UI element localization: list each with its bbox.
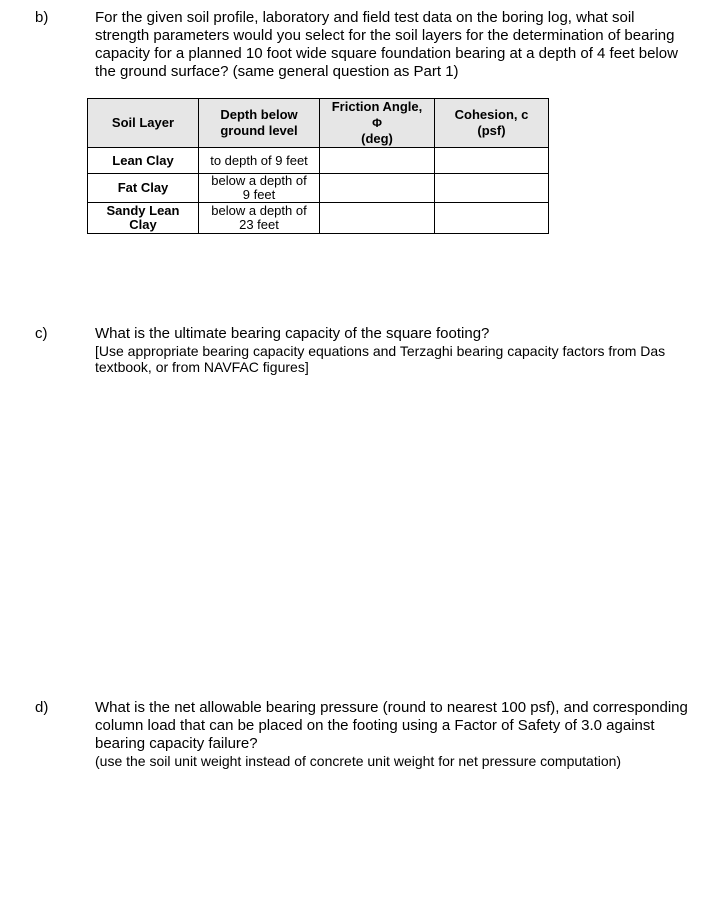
part-b-question: For the given soil profile, laboratory and field test data on the boring log, what soil strength parameters would you select for the soil layers for the determination of bearing capacity for a planned 10 foot wide square foundation bearing at a depth of 4 feet below the ground surface? (same general question as Part 1)	[95, 9, 678, 80]
part-d-label: d)	[35, 699, 49, 716]
table-row	[88, 203, 549, 234]
header-friction-unit: (deg)	[361, 131, 393, 146]
cell-soil-layer	[88, 148, 199, 174]
soil-parameters-table	[87, 98, 549, 234]
cell-cohesion[interactable]	[435, 203, 549, 234]
cell-soil-layer-line1: Sandy Lean	[106, 203, 180, 218]
cell-soil-layer-line2: Clay	[129, 217, 157, 232]
phi-symbol: Φ	[372, 116, 382, 130]
cell-depth-line2: 9 feet	[242, 187, 276, 202]
header-depth-line1: Depth below	[220, 107, 298, 122]
part-c-note: [Use appropriate bearing capacity equations and Terzaghi bearing capacity factors from Das textbook, or from NAVFAC figures]	[95, 343, 666, 375]
cell-depth-line1: below a depth of	[211, 203, 307, 218]
cell-soil-layer	[88, 174, 199, 203]
cell-cohesion[interactable]	[435, 174, 549, 203]
cell-soil-layer	[88, 203, 199, 234]
part-c-question: What is the ultimate bearing capacity of the square footing?	[95, 325, 490, 342]
part-d-block	[95, 699, 695, 769]
header-depth	[199, 99, 320, 148]
header-depth-line2: ground level	[220, 123, 298, 138]
cell-depth	[199, 203, 320, 234]
table-header-row	[88, 99, 549, 148]
part-c-block	[95, 325, 695, 375]
header-friction-angle	[320, 99, 435, 148]
cell-friction-angle[interactable]	[320, 148, 435, 174]
table-row	[88, 174, 549, 203]
part-c-label: c)	[35, 325, 48, 342]
cell-friction-angle[interactable]	[320, 174, 435, 203]
part-d-note: (use the soil unit weight instead of concrete unit weight for net pressure computation)	[95, 753, 622, 769]
cell-soil-layer-line1: Lean Clay	[112, 152, 174, 168]
header-cohesion-line1: Cohesion, c	[454, 107, 529, 122]
part-b-label: b)	[35, 9, 49, 26]
cell-depth-line1: below a depth of	[211, 173, 307, 188]
table-row	[88, 148, 549, 174]
header-soil-layer-text: Soil Layer	[111, 115, 175, 130]
cell-depth-line2: 23 feet	[239, 217, 279, 232]
part-d-question: What is the net allowable bearing pressure (round to nearest 100 psf), and corresponding column load that can be placed on the footing using a Factor of Safety of 3.0 against bearing capacity failure?	[95, 699, 688, 752]
cell-depth	[199, 174, 320, 203]
header-friction-line1: Friction Angle,	[331, 99, 423, 114]
cell-soil-layer-line1: Fat Clay	[117, 180, 169, 195]
cell-friction-angle[interactable]	[320, 203, 435, 234]
cell-cohesion[interactable]	[435, 148, 549, 174]
header-soil-layer	[88, 99, 199, 148]
header-cohesion	[435, 99, 549, 148]
header-cohesion-unit: (psf)	[477, 123, 506, 138]
cell-depth-line1: to depth of 9 feet	[210, 152, 308, 168]
cell-depth	[199, 148, 320, 174]
